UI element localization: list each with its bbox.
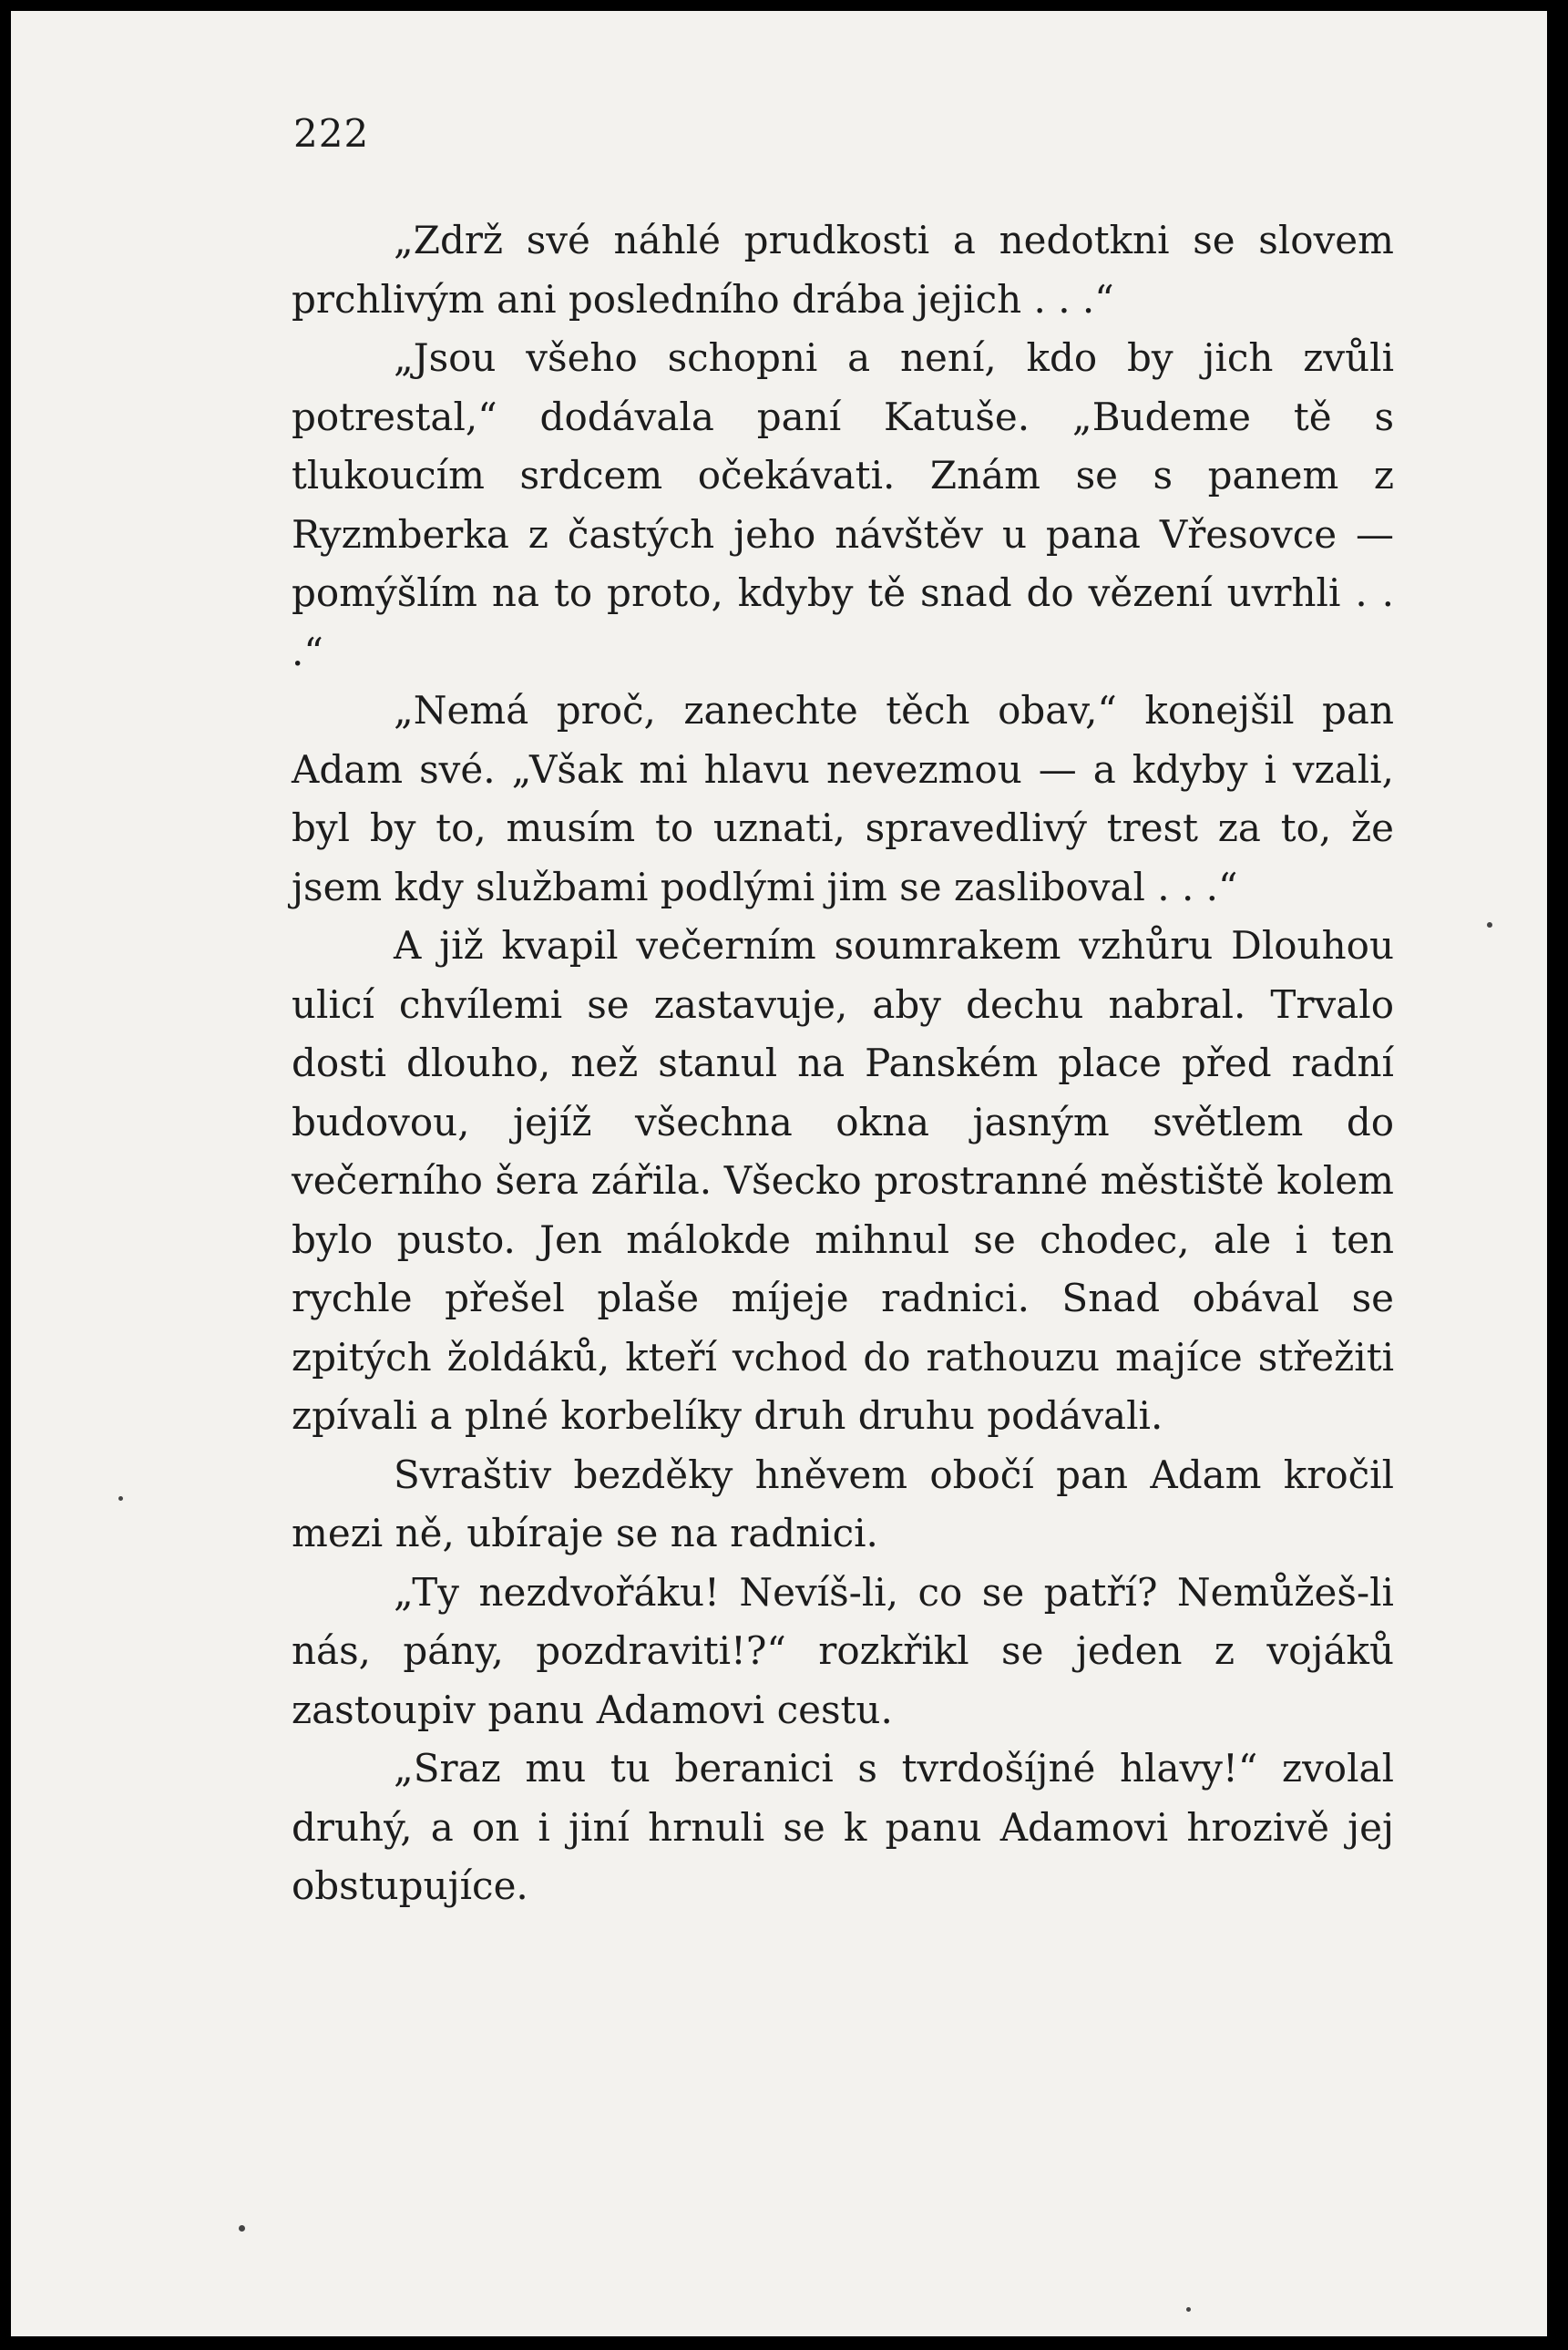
paragraph-5: Svraštiv bezděky hněvem obočí pan Adam kročil mezi ně, ubíraje se na radnici. xyxy=(292,1452,1394,1555)
paragraph-6: „Ty nezdvořáku! Nevíš-li, co se patří? Nemůžeš-li nás, pány, pozdraviti!?“ rozkřikl se jeden z vojáků zastoupiv panu Adamovi cestu. xyxy=(292,1569,1394,1732)
page-number: 222 xyxy=(293,111,370,156)
body-text xyxy=(292,211,1394,1916)
paragraph-7: „Sraz mu tu beranici s tvrdošíjné hlavy!“ zvolal druhý, a on i jiní hrnuli se k panu Adamovi hrozivě jej obstupujíce. xyxy=(292,1746,1394,1908)
paragraph-3: „Nemá proč, zanechte těch obav,“ konejšil pan Adam své. „Však mi hlavu nevezmou — a kdyby i vzali, byl by to, musím to uznati, spravedlivý trest za to, že jsem kdy službami podlými jim se zasliboval . . .“ xyxy=(292,688,1394,909)
paragraph-2: „Jsou všeho schopni a není, kdo by jich zvůli potrestal,“ dodávala paní Katuše. „Budeme tě s tlukoucím srdcem očekávati. Znám se s panem z Ryzmberka z častých jeho návštěv u pana Vřesovce — pomýšlím na to proto, kdyby tě snad do vězení uvrhli . . .“ xyxy=(292,335,1394,674)
scan-speck xyxy=(118,1496,123,1501)
paragraph-1: „Zdrž své náhlé prudkosti a nedotkni se slovem prchlivým ani posledního drába jejich . . .“ xyxy=(292,218,1394,322)
scan-speck xyxy=(1186,2307,1191,2312)
paragraph-4: A již kvapil večerním soumrakem vzhůru Dlouhou ulicí chvílemi se zastavuje, aby dechu nabral. Trvalo dosti dlouho, než stanul na Panském place před radní budovou, jejíž všechna okna jasným světlem do večerního šera zářila. Všecko prostranné městiště kolem bylo pusto. Jen málokde mihnul se chodec, ale i ten rychle přešel plaše míjeje radnici. Snad obával se zpitých žoldáků, kteří vchod do rathouzu majíce střežiti zpívali a plné korbelíky druh druhu podávali. xyxy=(292,923,1394,1438)
book-page xyxy=(11,11,1547,2336)
scan-speck xyxy=(1487,922,1492,928)
scan-speck xyxy=(239,2225,245,2232)
